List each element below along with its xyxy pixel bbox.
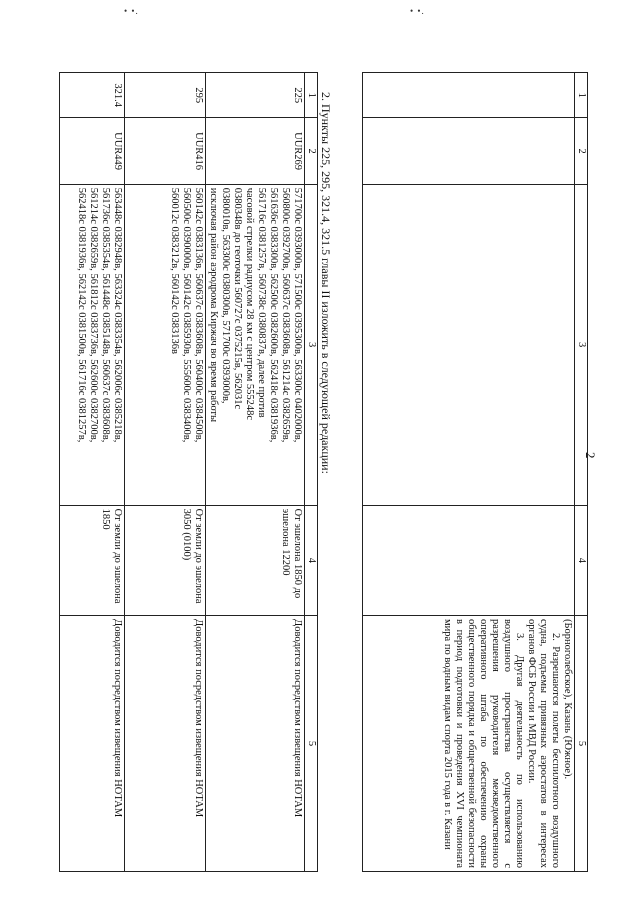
conditions-para3: 3. Другая деятельность по использованию воздушного пространства осуществляется с разрешения руководителя межведомственного оперативного штаба по обеспечению охраны общественного порядка и общественной безопасности в период подготовки и проведения XVI чемпионата мира по водным видам спорта 2015 года в г. Казани xyxy=(442,619,525,868)
top-table-header xyxy=(575,73,588,872)
zone-altitude: От эшелона 1850 до эшелона 12200 xyxy=(206,505,305,615)
row-number: 295 xyxy=(125,73,206,118)
zone-coordinates: 571700с 0393000в, 571500с 0395300в, 563300с 0402000в, 560800с 0392700в, 560637с 0383608в, 561214с 0382659в, 561636с 0383300в, 562500с 0382600в, 562418с 0381936в, 561716с 0381257в, 560738с 0380837в, далее против часовой стрелки радиусом 28 км с центром 555248с 0380348в до геоточки 560727с 0375215в, 562031с 0380010в, 563300с 0380300в, 571700с 0393000в, исключая район аэродрома Киржач во время работы xyxy=(206,184,305,505)
zone-coordinates: 563448с 0382948в, 563324с 0383354в, 562006с 0385218в, 561736с 0385354в, 561448с 0385148в, 560637с 0383608в, 561214с 0382659в, 561812с 0383736в, 562600с 0382700в, 562418с 0381936в, 562142с 0381500в, 561716с 0381257в, xyxy=(60,184,125,505)
top-table xyxy=(362,72,588,872)
table-row xyxy=(125,73,206,872)
row-number: 225 xyxy=(206,73,305,118)
cell-empty xyxy=(363,184,575,505)
table-row xyxy=(60,73,125,872)
zone-note: Доводится посредством извещения НОТАМ xyxy=(60,616,125,872)
zone-note: Доводится посредством извещения НОТАМ xyxy=(206,616,305,872)
header-col-4: 4 xyxy=(305,505,318,615)
zone-altitude: От земли до эшелона 3050 (0100) xyxy=(125,505,206,615)
table-row xyxy=(206,73,305,872)
zone-note: Доводится посредством извещения НОТАМ xyxy=(125,616,206,872)
row-number: 321.4 xyxy=(60,73,125,118)
conditions-para2: 2. Разрешаются полеты беспилотного воздушного судна, подъемы привязных аэростатов в интересах органов ФСБ России и МВД России. xyxy=(526,619,561,868)
header-col-5: 5 xyxy=(305,616,318,872)
page-number: 2 xyxy=(583,452,598,459)
zone-coordinates: 560142с 0383136в, 560637с 0383608в, 560400с 0384500в, 560500с 0390000в, 560142с 0385930в, 555600с 0383400в, 560012с 0383212в, 560142с 0383136в xyxy=(125,184,206,505)
header-col-1: 1 xyxy=(305,73,318,118)
zone-code: UUR449 xyxy=(60,118,125,184)
header-col-4: 4 xyxy=(575,505,588,615)
intro-text: 2. Пункты 225, 295, 321.4, 321.5 главы II изложить в следующей редакции: xyxy=(319,92,333,474)
header-col-2: 2 xyxy=(305,118,318,184)
conditions-line0: (Борноголебское), Казань (Южное). xyxy=(562,619,573,780)
scan-mark-right: • •. xyxy=(410,6,425,16)
header-col-3: 3 xyxy=(305,184,318,505)
header-col-5: 5 xyxy=(575,616,588,872)
cell-empty xyxy=(363,118,575,184)
header-col-3: 3 xyxy=(575,184,588,505)
zone-code: UUR269 xyxy=(206,118,305,184)
zone-code: UUR416 xyxy=(125,118,206,184)
bottom-table xyxy=(59,72,318,872)
cell-empty xyxy=(363,505,575,615)
cell-conditions xyxy=(363,616,575,872)
top-table-row xyxy=(363,73,575,872)
bottom-table-header xyxy=(305,73,318,872)
header-col-2: 2 xyxy=(575,118,588,184)
zone-altitude: От земли до эшелона 1850 xyxy=(60,505,125,615)
cell-empty xyxy=(363,73,575,118)
scan-mark-left: • •. xyxy=(124,6,139,16)
header-col-1: 1 xyxy=(575,73,588,118)
